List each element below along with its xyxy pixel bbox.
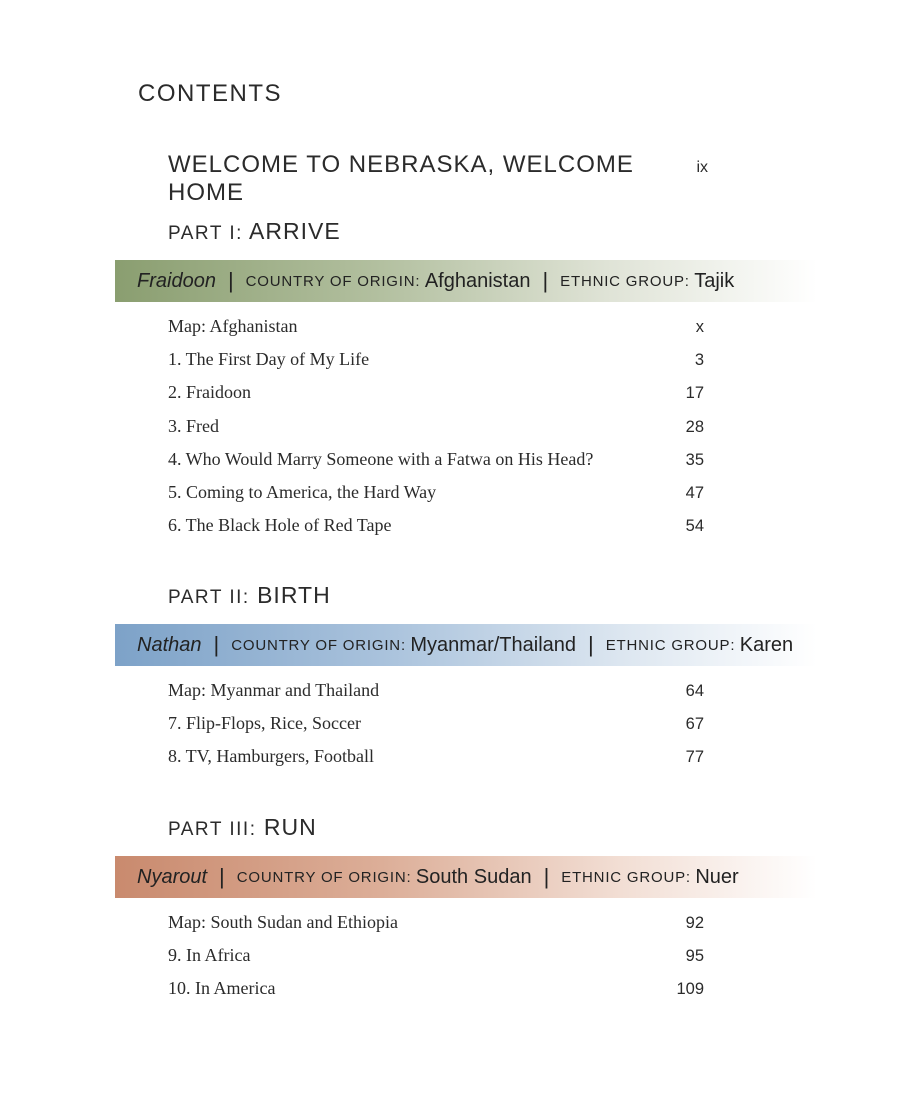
page-title: CONTENTS <box>138 80 282 107</box>
toc-entry-page: 35 <box>685 450 704 469</box>
part-prefix: PART II: <box>168 587 250 608</box>
ethnic-group-label: ETHNIC GROUP: <box>605 636 736 654</box>
toc-entry-page: ix <box>696 159 708 176</box>
toc-entry-page: 17 <box>685 384 704 403</box>
part-heading-1 <box>168 218 341 245</box>
toc-list-part-1 <box>168 316 704 548</box>
part-title: RUN <box>263 814 317 840</box>
toc-entry-title: 9. In Africa <box>168 945 251 966</box>
person-name: Fraidoon <box>137 269 216 292</box>
toc-list-part-2 <box>168 680 704 780</box>
part-prefix: PART III: <box>168 819 257 840</box>
part-title: ARRIVE <box>249 218 341 244</box>
toc-entry-title: 8. TV, Hamburgers, Football <box>168 746 374 767</box>
ethnic-group-value: Nuer <box>695 865 739 888</box>
toc-entry-page: 54 <box>685 517 704 536</box>
toc-entry-title: 4. Who Would Marry Someone with a Fatwa on His Head? <box>168 448 594 469</box>
person-name: Nyarout <box>137 865 208 888</box>
toc-entry[interactable] <box>168 349 704 382</box>
country-value: Myanmar/Thailand <box>410 633 576 656</box>
toc-entry[interactable] <box>168 449 704 482</box>
ethnic-group-label: ETHNIC GROUP: <box>561 868 691 886</box>
toc-entry[interactable] <box>168 416 704 449</box>
ethnic-group-value: Tajik <box>694 269 735 292</box>
toc-entry-welcome[interactable] <box>168 151 708 207</box>
toc-entry[interactable] <box>168 482 704 515</box>
toc-entry-page: 28 <box>685 417 704 436</box>
toc-entry[interactable] <box>168 713 704 746</box>
toc-entry-page: 95 <box>685 947 704 966</box>
toc-entry-page: 77 <box>685 748 704 767</box>
country-label: COUNTRY OF ORIGIN: <box>236 868 412 886</box>
toc-entry-page: 3 <box>694 351 704 370</box>
toc-entry-title: 2. Fraidoon <box>168 382 251 403</box>
toc-entry[interactable] <box>168 912 704 945</box>
toc-entry-page: 67 <box>685 715 704 734</box>
separator: | <box>219 864 225 889</box>
toc-entry-title: 3. Fred <box>168 415 219 436</box>
profile-band-3 <box>115 856 817 898</box>
toc-entry-title: Map: Myanmar and Thailand <box>168 680 380 700</box>
toc-entry[interactable] <box>168 382 704 415</box>
toc-entry[interactable] <box>168 515 704 548</box>
ethnic-group-value: Karen <box>739 633 794 656</box>
toc-entry-page: 109 <box>676 980 704 999</box>
toc-list-part-3 <box>168 912 704 1012</box>
toc-entry-page: 64 <box>685 682 704 700</box>
profile-band-1 <box>115 260 817 302</box>
part-prefix: PART I: <box>168 223 243 244</box>
toc-entry-title: 1. The First Day of My Life <box>168 349 370 370</box>
person-name: Nathan <box>137 633 202 656</box>
country-value: South Sudan <box>415 865 532 888</box>
toc-entry-title: 7. Flip-Flops, Rice, Soccer <box>168 713 361 734</box>
toc-entry-title: 5. Coming to America, the Hard Way <box>168 481 437 502</box>
toc-entry-title: WELCOME TO NEBRASKA, WELCOME HOME <box>168 151 634 206</box>
separator: | <box>543 864 550 889</box>
part-title: BIRTH <box>257 582 331 608</box>
part-heading-2 <box>168 582 331 609</box>
toc-entry[interactable] <box>168 945 704 978</box>
separator: | <box>542 268 549 293</box>
toc-entry-page: x <box>695 318 704 336</box>
part-heading-3 <box>168 814 317 841</box>
country-label: COUNTRY OF ORIGIN: <box>245 272 421 290</box>
ethnic-group-label: ETHNIC GROUP: <box>560 272 690 290</box>
toc-entry-title: Map: Afghanistan <box>168 316 298 336</box>
toc-entry-page: 47 <box>685 483 704 502</box>
country-label: COUNTRY OF ORIGIN: <box>231 636 406 654</box>
toc-entry-title: Map: South Sudan and Ethiopia <box>168 912 398 932</box>
toc-entry[interactable] <box>168 680 704 713</box>
country-value: Afghanistan <box>424 269 531 292</box>
toc-entry-title: 6. The Black Hole of Red Tape <box>168 515 392 536</box>
toc-entry-title: 10. In America <box>168 978 276 999</box>
toc-entry[interactable] <box>168 746 704 779</box>
toc-entry[interactable] <box>168 316 704 349</box>
toc-entry[interactable] <box>168 978 704 1011</box>
separator: | <box>227 268 234 293</box>
separator: | <box>213 632 220 657</box>
profile-band-2 <box>115 624 817 666</box>
separator: | <box>588 632 594 657</box>
toc-entry-page: 92 <box>685 914 704 932</box>
